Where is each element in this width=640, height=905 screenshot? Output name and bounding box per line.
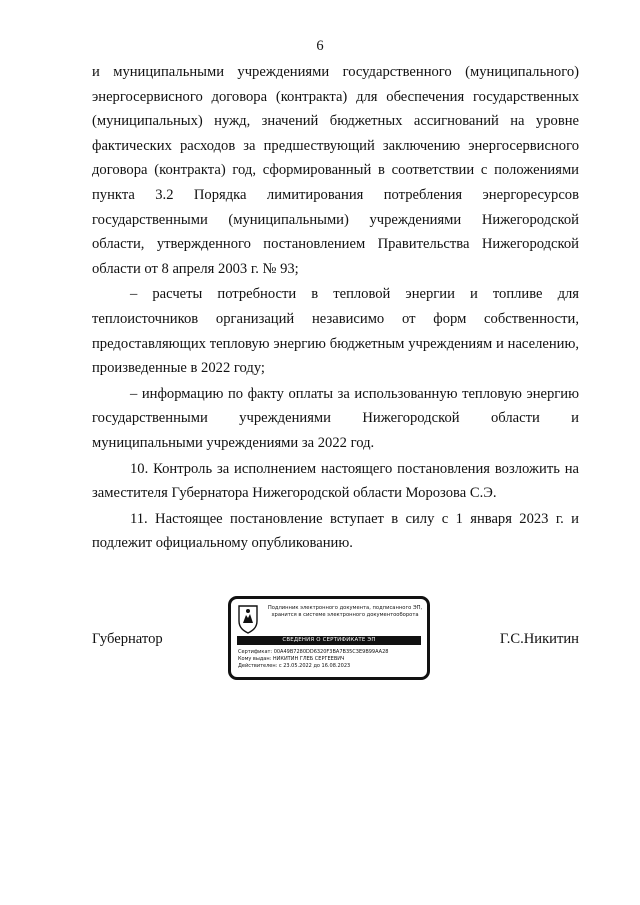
stamp-title: СВЕДЕНИЯ О СЕРТИФИКАТЕ ЭП bbox=[237, 636, 421, 645]
stamp-header: Подлинник электронного документа, подписанного ЭП, хранится в системе электронного документооборота bbox=[267, 605, 423, 618]
stamp-certificate: Сертификат: 00A49B7280DD6320F3BA7B35C3E9B99AA28 bbox=[238, 649, 389, 655]
signatory-position: Губернатор bbox=[92, 631, 163, 647]
digital-signature-stamp bbox=[228, 596, 430, 680]
paragraph-payment-info: – информацию по факту оплаты за использованную тепловую энергию государственными учреждениями Нижегородской области и муниципальными учреждениями за 2022 год. bbox=[92, 385, 579, 451]
paragraph-item-11: 11. Настоящее постановление вступает в силу с 1 января 2023 г. и подлежит официальному опубликованию. bbox=[92, 510, 579, 552]
stamp-owner: Кому выдан: НИКИТИН ГЛЕБ СЕРГЕЕВИЧ bbox=[238, 656, 345, 662]
paragraph-item-10: 10. Контроль за исполнением настоящего постановления возложить на заместителя Губернатора Нижегородской области Морозова С.Э. bbox=[92, 460, 579, 502]
signatory-name: Г.С.Никитин bbox=[499, 631, 579, 647]
coat-of-arms-icon bbox=[237, 604, 259, 634]
paragraph-heat-calculations: – расчеты потребности в тепловой энергии и топливе для теплоисточников организаций независимо от форм собственности, предоставляющих тепловую энергию бюджетным учреждениям и населению, произведенные в 2022 году; bbox=[92, 286, 579, 377]
stamp-validity: Действителен: с 23.05.2022 до 16.08.2023 bbox=[238, 663, 351, 669]
document-body bbox=[92, 60, 579, 556]
page-number: 6 bbox=[316, 38, 324, 54]
paragraph-continuation: и муниципальными учреждениями государственного (муниципального) энергосервисного договора (контракта) для обеспечения государственных (муниципальных) нужд, значений бюджетных ассигнований на уровне фактических расходов за предшествующий заключению энергосервисного договора (контракта) год, сформированный в соответствии с положениями пункта 3.2 Порядка лимитирования потребления энергоресурсов государственными (муниципальными) учреждениями Нижегородской области, утвержденного постановлением Правительства Нижегородской области от 8 апреля 2003 г. № 93; bbox=[92, 64, 579, 277]
